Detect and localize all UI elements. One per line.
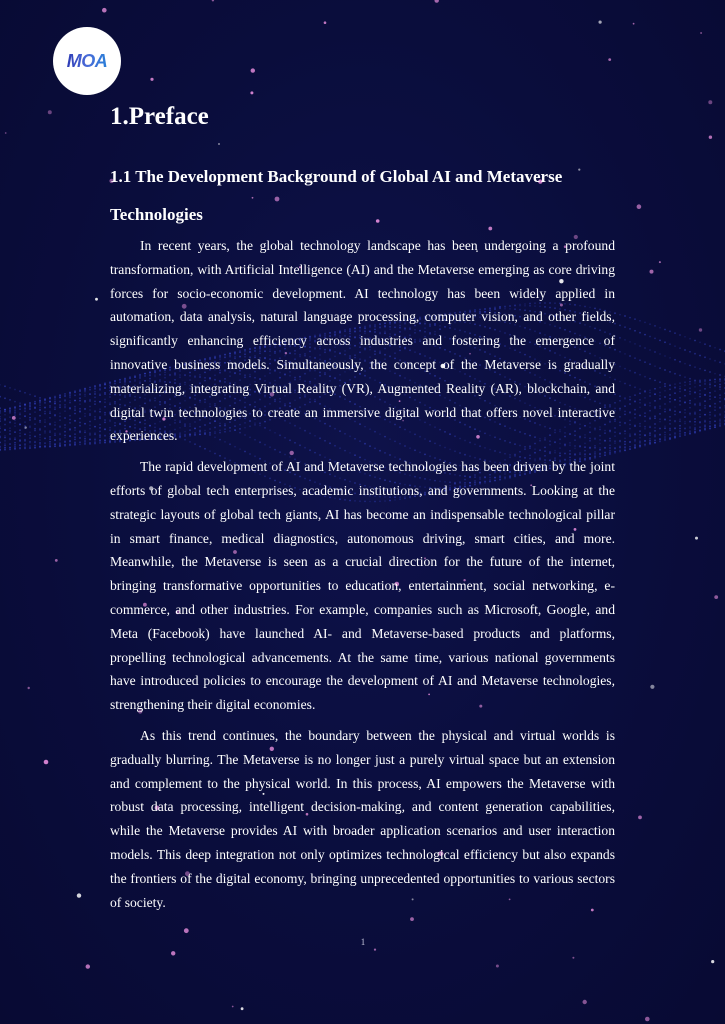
paragraph-2: The rapid development of AI and Metaverse technologies has been driven by the joint efforts of global tech enterprises, academic institutions, and governments. Looking at the strategic layouts of global tech giants, AI has become an indispensable technological pillar in smart finance, medical diagnostics, autonomous driving, smart cities, and more. Meanwhile, the Metaverse is seen as a crucial direction for the future of the internet, bringing transformative opportunities to education, entertainment, social networking, e-commerce, and other industries. For example, companies such as Microsoft, Google, and Meta (Facebook) have launched AI- and Metaverse-based products and platforms, propelling technological advancements. At the same time, various national governments have introduced policies to encourage the development of AI and Metaverse technologies, strengthening their digital economies.	[110, 459, 615, 713]
star-particle	[714, 595, 718, 599]
star-particle	[645, 1017, 650, 1022]
page-title: 1.Preface	[110, 103, 209, 130]
paragraph-1: In recent years, the global technology landscape has been undergoing a profound transformation, with Artificial Intelligence (AI) and the Metaverse emerging as core driving forces for socio-economic development. AI technology has been widely applied in automation, data analysis, natural language processing, computer vision, and other fields, significantly enhancing efficiency across industries and fostering the emergence of innovative business models. Simultaneously, the concept of the Metaverse is gradually materializing, integrating Virtual Reality (VR), Augmented Reality (AR), blockchain, and digital twin technologies to create an immersive digital world that offers novel interactive experiences.	[110, 238, 615, 444]
moa-logo	[53, 27, 121, 95]
star-particle	[25, 426, 27, 428]
body-text	[110, 234, 615, 921]
star-particle	[700, 32, 702, 34]
star-particle	[86, 964, 90, 968]
star-particle	[650, 685, 654, 689]
star-particle	[251, 68, 255, 72]
star-particle	[55, 559, 58, 562]
section-heading: 1.1 The Development Background of Global AI and Metaverse Technologies	[110, 167, 563, 224]
star-particle	[28, 687, 30, 689]
star-particle	[637, 204, 642, 209]
star-particle	[709, 136, 712, 139]
star-particle	[633, 23, 635, 25]
star-particle	[711, 960, 714, 963]
star-particle	[599, 21, 602, 24]
star-particle	[102, 8, 107, 13]
star-particle	[708, 100, 712, 104]
star-particle	[250, 91, 253, 94]
star-particle	[171, 951, 175, 955]
star-particle	[218, 143, 220, 145]
star-particle	[638, 816, 642, 820]
star-particle	[608, 58, 611, 61]
star-particle	[695, 537, 698, 540]
page-number: 1	[360, 937, 366, 947]
star-particle	[212, 0, 214, 2]
star-particle	[650, 270, 654, 274]
star-particle	[12, 416, 16, 420]
star-particle	[5, 132, 7, 134]
star-particle	[572, 957, 574, 959]
star-particle	[496, 965, 499, 968]
star-particle	[583, 1000, 587, 1004]
star-particle	[435, 0, 439, 3]
star-particle	[184, 928, 189, 933]
paragraph-3: As this trend continues, the boundary between the physical and virtual worlds is gradually blurring. The Metaverse is no longer just a purely virtual space but an extension and complement to the physical world. In this process, AI empowers the Metaverse with robust data processing, intelligent decision-making, and content generation capabilities, while the Metaverse provides AI with broader application scenarios and user interaction models. This deep integration not only optimizes technological efficiency but also expands the frontiers of the digital economy, bringing unprecedented opportunities to various sectors of society.	[110, 727, 615, 910]
star-particle	[659, 261, 661, 263]
star-particle	[95, 298, 98, 301]
star-particle	[324, 21, 327, 24]
star-particle	[241, 1007, 244, 1010]
logo-text: MOA	[66, 50, 108, 71]
star-particle	[77, 893, 81, 897]
star-particle	[44, 760, 49, 765]
star-particle	[699, 328, 702, 331]
star-particle	[150, 78, 153, 81]
star-particle	[374, 949, 376, 951]
star-particle	[48, 110, 52, 114]
star-particle	[232, 1006, 234, 1008]
